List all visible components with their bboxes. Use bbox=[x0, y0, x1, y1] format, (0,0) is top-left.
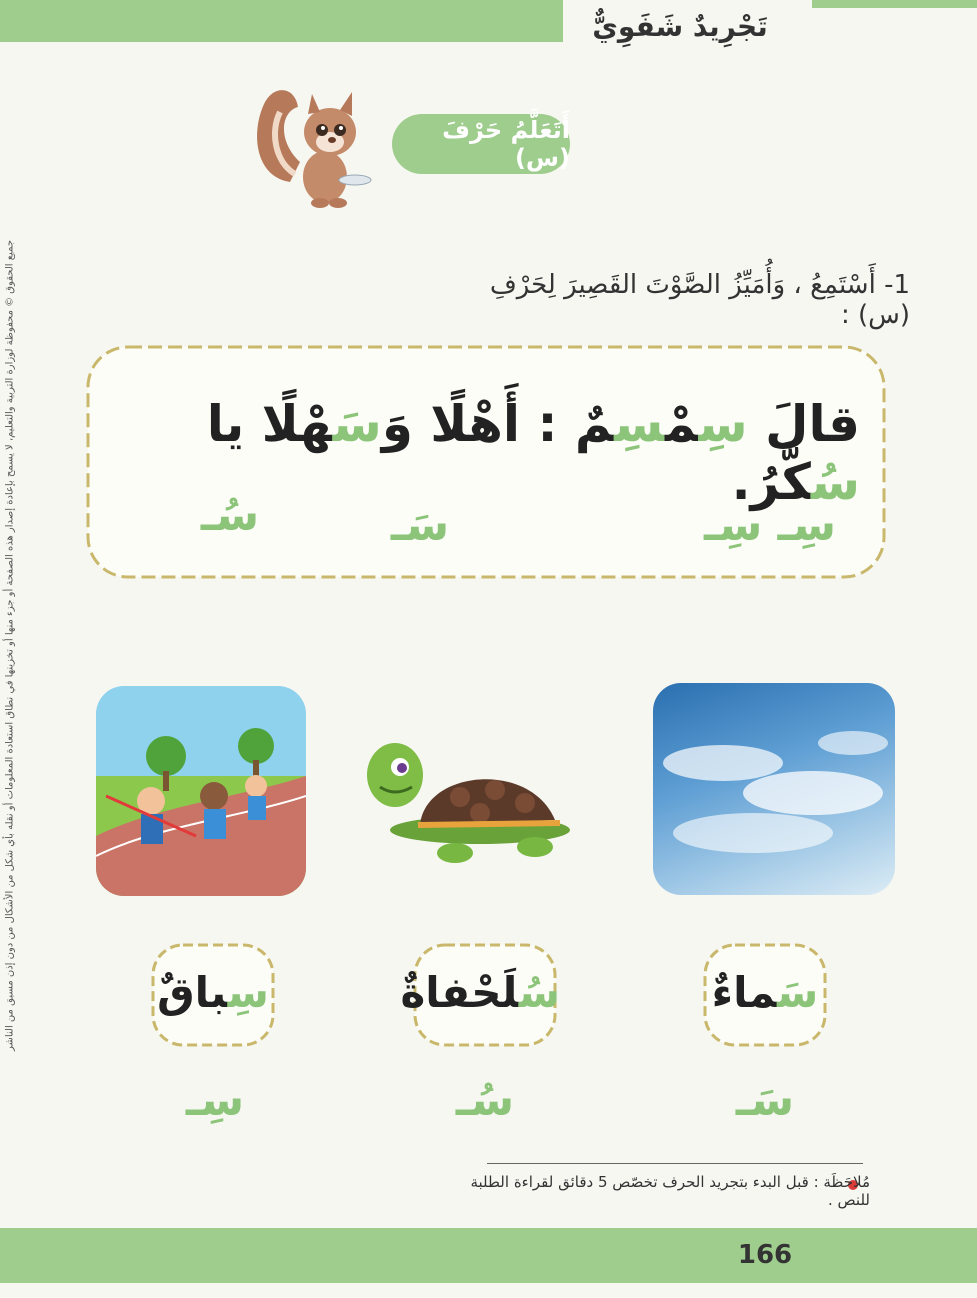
page-number: 166 bbox=[737, 1240, 793, 1270]
word-race: سِباقٌ bbox=[157, 968, 269, 1017]
story-hint-2: سَـ bbox=[390, 500, 450, 551]
race-picture bbox=[96, 686, 306, 896]
word-sky: سَماءٌ bbox=[711, 968, 819, 1017]
word-hint-turtle: سُـ bbox=[455, 1075, 515, 1126]
top-band bbox=[0, 0, 563, 42]
story-hint-3: سُـ bbox=[200, 490, 260, 541]
turtle-icon bbox=[360, 735, 575, 865]
sky-picture bbox=[653, 683, 895, 895]
story-hint-1: سِـ سِـ bbox=[704, 500, 836, 551]
word-hint-race: سِـ bbox=[185, 1075, 245, 1126]
copyright-side-text: جميع الحقوق © محفوظة لوزارة التربية والتعليم، لا يسمح بإعادة إصدار هذه الصفحة أو جزء منها أو تخزينها في نطاق استعادة المعلومات أو نقله بأي شكل من الأشكال من دون إذن مسبق من الناشر bbox=[4, 239, 16, 1052]
lesson-title: أَتَعَلَّمُ حَرْفَ (س) bbox=[392, 114, 570, 174]
bottom-band bbox=[0, 1228, 977, 1283]
word-hint-sky: سَـ bbox=[735, 1075, 795, 1126]
exercise-instruction: 1- أَسْتَمِعُ ، وَأُمَيِّزُ الصَّوْتَ القَصِيرَ لِحَرْفِ (س) : bbox=[489, 270, 910, 330]
note-divider bbox=[487, 1163, 863, 1164]
top-band-right bbox=[812, 0, 977, 8]
word-turtle: سُلَحْفاةٌ bbox=[400, 968, 560, 1017]
squirrel-mascot-icon bbox=[250, 82, 375, 210]
section-title: تَجْرِيدٌ شَفَوِيٌّ bbox=[592, 10, 768, 43]
teacher-note: مُلاحَظَة : قبل البدء بتجريد الحرف تخصّص 5 دقائق لقراءة الطلبة للنص . bbox=[470, 1173, 870, 1209]
story-sentence: قالَ سِمْسِمٌ : أَهْلًا وَسَهْلًا يا سُكَّرُ. bbox=[206, 395, 860, 511]
